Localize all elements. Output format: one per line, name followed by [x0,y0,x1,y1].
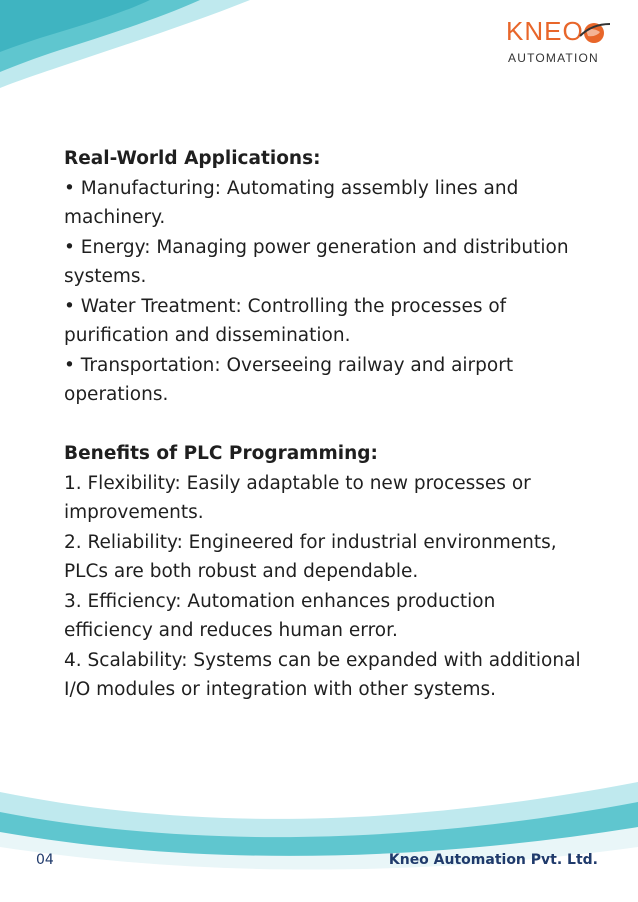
logo-brand-text: KNEO [506,16,584,46]
list-item: • Manufacturing: Automating assembly lines and machinery. [64,177,519,228]
page-number: 04 [36,852,54,868]
section-heading-applications: Real-World Applications: [64,148,321,169]
section-spacer [64,410,584,440]
company-logo [506,18,616,68]
globe-icon [578,20,612,46]
bottom-wave-decoration [0,762,638,902]
list-item: 1. Flexibility: Easily adaptable to new processes or improvements. [64,472,531,523]
logo-subtext: AUTOMATION [508,51,599,65]
list-item: • Water Treatment: Controlling the processes of purification and dissemination. [64,295,507,346]
footer-company-name: Kneo Automation Pvt. Ltd. [388,852,598,868]
list-item: 3. Efficiency: Automation enhances production efficiency and reduces human error. [64,590,496,641]
list-item: • Transportation: Overseeing railway and airport operations. [64,354,514,405]
section-heading-benefits: Benefits of PLC Programming: [64,443,378,464]
list-item: • Energy: Managing power generation and distribution systems. [64,236,569,287]
list-item: 2. Reliability: Engineered for industrial environments, PLCs are both robust and dependable. [64,531,557,582]
list-item: 4. Scalability: Systems can be expanded with additional I/O modules or integration with other systems. [64,649,581,700]
main-content [64,144,584,705]
top-wave-decoration [0,0,260,90]
